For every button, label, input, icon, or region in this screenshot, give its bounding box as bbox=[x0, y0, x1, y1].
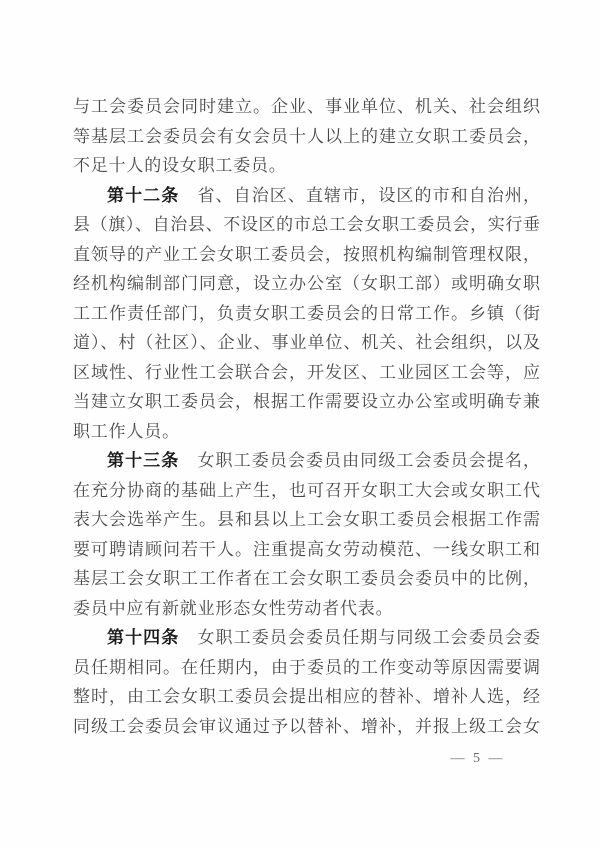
line-text: 直领导的产业工会女职工委员会，按照机构编制管理权限， bbox=[73, 244, 540, 264]
document-line bbox=[73, 269, 540, 299]
article-heading-line bbox=[73, 623, 540, 653]
line-text: 女职工委员会委员任期与同级工会委员会委 bbox=[179, 628, 541, 647]
line-text: 同级工会委员会审议通过予以替补、增补，并报上级工会女 bbox=[73, 716, 540, 736]
document-line bbox=[73, 387, 540, 417]
line-text: 等基层工会委员会有女会员十人以上的建立女职工委员会， bbox=[73, 126, 540, 146]
line-text: 区域性、行业性工会联合会，开发区、工业园区工会等，应 bbox=[73, 362, 540, 382]
line-text: 在充分协商的基础上产生，也可召开女职工大会或女职工代 bbox=[73, 480, 540, 500]
document-line bbox=[73, 476, 540, 506]
document-line bbox=[73, 299, 540, 329]
line-text: 当建立女职工委员会，根据工作需要设立办公室或明确专兼 bbox=[73, 392, 540, 411]
line-text: 女职工委员会委员由同级工会委员会提名， bbox=[179, 451, 541, 470]
article-heading-line bbox=[73, 446, 540, 476]
page-number: — 5 — bbox=[450, 751, 505, 766]
line-text: 经机构编制部门同意，设立办公室（女职工部）或明确女职 bbox=[73, 274, 540, 293]
line-text: 员任期相同。在任期内，由于委员的工作变动等原因需要调 bbox=[73, 657, 540, 677]
line-text: 省、自治区、直辖市，设区的市和自治州， bbox=[179, 185, 541, 205]
document-line bbox=[73, 594, 540, 624]
line-text: 表大会选举产生。县和县以上工会女职工委员会根据工作需 bbox=[73, 510, 540, 529]
line-text: 基层工会女职工工作者在工会女职工委员会委员中的比例， bbox=[73, 569, 540, 588]
document-line bbox=[73, 210, 540, 240]
document-line bbox=[73, 358, 540, 388]
line-text: 不足十人的设女职工委员。 bbox=[73, 156, 287, 175]
document-line bbox=[73, 151, 540, 181]
line-text: 职工作人员。 bbox=[73, 421, 180, 441]
line-text: 整时，由工会女职工委员会提出相应的替补、增补人选，经 bbox=[73, 687, 540, 706]
document-line bbox=[73, 122, 540, 152]
article-number: 第十四条 bbox=[107, 628, 180, 647]
line-text: 要可聘请顾问若干人。注重提高女劳动模范、一线女职工和 bbox=[73, 539, 540, 559]
article-number: 第十三条 bbox=[107, 451, 180, 470]
document-text-block bbox=[73, 92, 540, 741]
line-text: 与工会委员会同时建立。企业、事业单位、机关、社会组织 bbox=[73, 97, 540, 116]
document-line bbox=[73, 712, 540, 742]
line-text: 县（旗）、自治县、不设区的市总工会女职工委员会，实行垂 bbox=[73, 215, 540, 234]
document-line bbox=[73, 564, 540, 594]
article-heading-line bbox=[73, 181, 540, 211]
document-line bbox=[73, 240, 540, 270]
article-number: 第十二条 bbox=[107, 185, 180, 205]
line-text: 委员中应有新就业形态女性劳动者代表。 bbox=[73, 598, 394, 618]
document-line bbox=[73, 535, 540, 565]
document-line bbox=[73, 92, 540, 122]
document-line bbox=[73, 682, 540, 712]
line-text: 道）、村（社区）、企业、事业单位、机关、社会组织，以及 bbox=[73, 333, 540, 352]
document-line bbox=[73, 653, 540, 683]
document-line bbox=[73, 505, 540, 535]
document-line bbox=[73, 328, 540, 358]
document-line bbox=[73, 417, 540, 447]
line-text: 工工作责任部门，负责女职工委员会的日常工作。乡镇（街 bbox=[73, 303, 540, 323]
